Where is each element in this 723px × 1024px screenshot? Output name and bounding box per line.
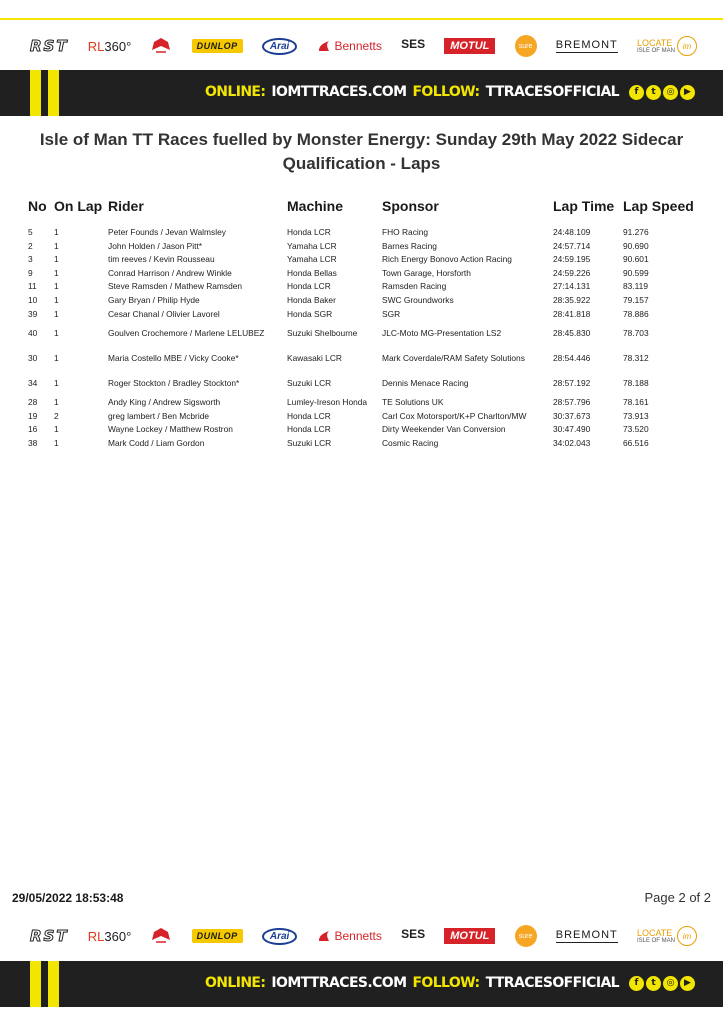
- cell-machine: Suzuki LCR: [287, 377, 332, 388]
- cell-sponsor: SWC Groundworks: [382, 295, 454, 306]
- col-header-rider: Rider: [108, 197, 144, 214]
- cell-no: 34: [28, 377, 38, 388]
- facebook-icon[interactable]: f: [629, 85, 644, 100]
- table-row: [28, 423, 700, 437]
- cell-lap-speed: 90.601: [623, 254, 649, 265]
- cell-sponsor: Dirty Weekender Van Conversion: [382, 424, 506, 435]
- arai-logo: Arai: [262, 928, 297, 945]
- table-header-row: [28, 186, 700, 226]
- cell-sponsor: Barnes Racing: [382, 240, 437, 251]
- cell-lap-time: 28:41.818: [553, 308, 591, 319]
- table-row: [28, 396, 700, 410]
- cell-rider: Cesar Chanal / Olivier Lavorel: [108, 308, 220, 319]
- results-table: [28, 186, 700, 451]
- cell-lap-time: 24:59.226: [553, 267, 591, 278]
- sure-logo: sure: [515, 925, 537, 947]
- motul-logo: MOTUL: [444, 38, 495, 54]
- table-row: [28, 321, 700, 346]
- cell-on-lap: 1: [54, 377, 59, 388]
- bennetts-flame-icon: [317, 39, 331, 53]
- cell-rider: John Holden / Jason Pitt*: [108, 240, 203, 251]
- ses-logo: SES: [401, 927, 426, 941]
- cell-sponsor: FHO Racing: [382, 227, 429, 238]
- footer-banner: [0, 961, 723, 1007]
- cell-on-lap: 1: [54, 254, 59, 265]
- table-row: [28, 371, 700, 396]
- cell-no: 40: [28, 327, 38, 338]
- bremont-logo: BREMONT: [555, 929, 618, 942]
- cell-on-lap: 1: [54, 308, 59, 319]
- cell-lap-speed: 73.913: [623, 410, 649, 421]
- instagram-icon[interactable]: ◎: [663, 85, 678, 100]
- cell-lap-speed: 66.516: [623, 437, 649, 448]
- page-title-line-1: Isle of Man TT Races fuelled by Monster Energy: Sunday 29th May 2022 Sidecar: [39, 130, 684, 149]
- cell-sponsor: Ramsden Racing: [382, 281, 447, 292]
- cell-lap-time: 28:45.830: [553, 327, 591, 338]
- cell-lap-time: 30:47.490: [553, 424, 591, 435]
- col-header-lap-time: Lap Time: [553, 197, 615, 214]
- cell-no: 11: [28, 281, 37, 292]
- cell-sponsor: SGR: [382, 308, 401, 319]
- cell-no: 5: [28, 227, 33, 238]
- cell-lap-time: 30:37.673: [553, 410, 591, 421]
- youtube-icon[interactable]: ▶: [680, 976, 695, 991]
- cell-lap-speed: 90.690: [623, 240, 649, 251]
- cell-rider: Maria Costello MBE / Vicky Cooke*: [108, 352, 239, 363]
- rl360-logo: RL 360°: [87, 38, 132, 54]
- online-url-link[interactable]: IOMTTRACES.COM: [271, 84, 407, 100]
- cell-lap-time: 28:35.922: [553, 295, 591, 306]
- cell-machine: Honda Bellas: [287, 267, 337, 278]
- cell-lap-time: 34:02.043: [553, 437, 591, 448]
- cell-machine: Honda LCR: [287, 227, 331, 238]
- page-title: [0, 128, 723, 176]
- cell-machine: Suzuki LCR: [287, 437, 332, 448]
- cell-rider: Roger Stockton / Bradley Stockton*: [108, 377, 240, 388]
- follow-handle: TTRACESOFFICIAL: [485, 84, 619, 100]
- col-header-machine: Machine: [287, 197, 344, 214]
- honda-wing-icon: [150, 36, 172, 56]
- cell-sponsor: Rich Energy Bonovo Action Racing: [382, 254, 512, 265]
- cell-on-lap: 1: [54, 437, 59, 448]
- bennetts-logo: Bennetts: [317, 39, 382, 53]
- cell-lap-time: 24:48.109: [553, 227, 591, 238]
- cell-on-lap: 1: [54, 397, 59, 408]
- arai-logo: Arai: [262, 38, 297, 55]
- cell-rider: Gary Bryan / Philip Hyde: [108, 295, 200, 306]
- follow-label: FOLLOW:: [412, 84, 480, 100]
- cell-on-lap: 1: [54, 240, 59, 251]
- dunlop-logo: DUNLOP: [192, 39, 243, 53]
- page-number: Page 2 of 2: [644, 890, 711, 905]
- bennetts-logo: Bennetts: [317, 929, 382, 943]
- col-header-sponsor: Sponsor: [382, 197, 439, 214]
- bennetts-flame-icon: [317, 929, 331, 943]
- honda-wing-icon: [150, 926, 172, 946]
- table-row: [28, 410, 700, 424]
- yellow-bars-decoration: [30, 961, 59, 1007]
- locate-isle-of-man-logo: LOCATE ISLE OF MAN im: [637, 36, 697, 56]
- online-label: ONLINE:: [204, 84, 266, 100]
- bremont-logo: BREMONT: [555, 39, 618, 52]
- cell-sponsor: Mark Coverdale/RAM Safety Solutions: [382, 352, 525, 363]
- banner-text: [205, 84, 695, 100]
- cell-on-lap: 1: [54, 281, 59, 292]
- cell-machine: Honda Baker: [287, 295, 336, 306]
- cell-no: 19: [28, 410, 38, 421]
- cell-sponsor: Dennis Menace Racing: [382, 377, 469, 388]
- cell-machine: Kawasaki LCR: [287, 352, 342, 363]
- youtube-icon[interactable]: ▶: [680, 85, 695, 100]
- cell-lap-time: 24:57.714: [553, 240, 591, 251]
- table-row: [28, 294, 700, 308]
- table-row: [28, 346, 700, 371]
- cell-lap-time: 27:14.131: [553, 281, 591, 292]
- table-row: [28, 280, 700, 294]
- cell-no: 30: [28, 352, 38, 363]
- cell-rider: Andy King / Andrew Sigsworth: [108, 397, 221, 408]
- col-header-on-lap: On Lap: [54, 197, 103, 214]
- cell-rider: Goulven Crochemore / Marlene LELUBEZ: [108, 327, 265, 338]
- cell-rider: Steve Ramsden / Mathew Ramsden: [108, 281, 243, 292]
- cell-on-lap: 1: [54, 352, 59, 363]
- cell-lap-time: 24:59.195: [553, 254, 591, 265]
- cell-on-lap: 1: [54, 295, 59, 306]
- cell-machine: Yamaha LCR: [287, 240, 337, 251]
- cell-no: 10: [28, 295, 38, 306]
- cell-lap-time: 28:54.446: [553, 352, 591, 363]
- cell-lap-speed: 73.520: [623, 424, 649, 435]
- table-row: [28, 308, 700, 322]
- social-icons: [629, 976, 695, 991]
- social-icons: [629, 85, 695, 100]
- instagram-icon[interactable]: ◎: [663, 976, 678, 991]
- cell-machine: Honda LCR: [287, 281, 331, 292]
- cell-lap-speed: 91.276: [623, 227, 649, 238]
- cell-rider: tim reeves / Kevin Rousseau: [108, 254, 215, 265]
- follow-label: FOLLOW:: [412, 975, 480, 991]
- sponsor-strip-top: [0, 31, 723, 61]
- facebook-icon[interactable]: f: [629, 976, 644, 991]
- cell-on-lap: 1: [54, 267, 59, 278]
- top-accent-line: [0, 18, 723, 20]
- ses-logo: SES: [401, 37, 426, 51]
- yellow-bars-decoration: [30, 70, 59, 116]
- cell-sponsor: Carl Cox Motorsport/K+P Charlton/MW: [382, 410, 527, 421]
- cell-rider: Mark Codd / Liam Gordon: [108, 437, 205, 448]
- cell-sponsor: JLC-Moto MG-Presentation LS2: [382, 327, 502, 338]
- cell-lap-speed: 78.161: [623, 397, 649, 408]
- cell-lap-speed: 78.886: [623, 308, 649, 319]
- dunlop-logo: DUNLOP: [192, 929, 243, 943]
- cell-lap-speed: 78.312: [623, 352, 649, 363]
- cell-sponsor: TE Solutions UK: [382, 397, 444, 408]
- cell-no: 3: [28, 254, 33, 265]
- cell-on-lap: 1: [54, 227, 59, 238]
- table-row: [28, 253, 700, 267]
- locate-isle-of-man-logo: LOCATE ISLE OF MAN im: [637, 926, 697, 946]
- table-row: [28, 437, 700, 451]
- cell-rider: Wayne Lockey / Matthew Rostron: [108, 424, 233, 435]
- cell-no: 39: [28, 308, 38, 319]
- cell-no: 38: [28, 437, 38, 448]
- rst-logo: RST: [30, 927, 69, 945]
- twitter-icon[interactable]: t: [646, 85, 661, 100]
- cell-on-lap: 1: [54, 424, 59, 435]
- cell-no: 2: [28, 240, 33, 251]
- report-timestamp: 29/05/2022 18:53:48: [12, 891, 124, 905]
- sponsor-strip-bottom: [0, 921, 723, 951]
- col-header-lap-speed: Lap Speed: [623, 197, 694, 214]
- cell-rider: greg lambert / Ben Mcbride: [108, 410, 210, 421]
- table-row: [28, 267, 700, 281]
- cell-no: 9: [28, 267, 33, 278]
- rl360-logo: RL 360°: [87, 928, 132, 944]
- cell-lap-time: 28:57.796: [553, 397, 591, 408]
- cell-machine: Suzuki Shelbourne: [287, 327, 358, 338]
- cell-rider: Conrad Harrison / Andrew Winkle: [108, 267, 232, 278]
- motul-logo: MOTUL: [444, 928, 495, 944]
- table-row: [28, 240, 700, 254]
- twitter-icon[interactable]: t: [646, 976, 661, 991]
- rst-logo: RST: [30, 37, 69, 55]
- cell-lap-speed: 78.703: [623, 327, 649, 338]
- cell-on-lap: 1: [54, 327, 59, 338]
- cell-sponsor: Town Garage, Horsforth: [382, 267, 471, 278]
- cell-machine: Honda LCR: [287, 424, 331, 435]
- cell-rider: Peter Founds / Jevan Walmsley: [108, 227, 226, 238]
- cell-lap-time: 28:57.192: [553, 377, 591, 388]
- cell-lap-speed: 83.119: [623, 281, 648, 292]
- cell-lap-speed: 78.188: [623, 377, 649, 388]
- col-header-no: No: [28, 197, 47, 214]
- cell-on-lap: 2: [54, 410, 59, 421]
- follow-handle: TTRACESOFFICIAL: [485, 975, 619, 991]
- page-title-line-2: Qualification - Laps: [282, 154, 441, 173]
- banner-text: [205, 975, 695, 991]
- online-url-link[interactable]: IOMTTRACES.COM: [271, 975, 407, 991]
- cell-machine: Lumley-Ireson Honda: [287, 397, 368, 408]
- cell-lap-speed: 79.157: [623, 295, 649, 306]
- cell-no: 28: [28, 397, 38, 408]
- cell-lap-speed: 90.599: [623, 267, 649, 278]
- header-banner: [0, 70, 723, 116]
- sure-logo: sure: [515, 35, 537, 57]
- cell-machine: Honda LCR: [287, 410, 331, 421]
- online-label: ONLINE:: [204, 975, 266, 991]
- table-row: [28, 226, 700, 240]
- cell-no: 16: [28, 424, 38, 435]
- cell-machine: Yamaha LCR: [287, 254, 337, 265]
- cell-machine: Honda SGR: [287, 308, 333, 319]
- cell-sponsor: Cosmic Racing: [382, 437, 439, 448]
